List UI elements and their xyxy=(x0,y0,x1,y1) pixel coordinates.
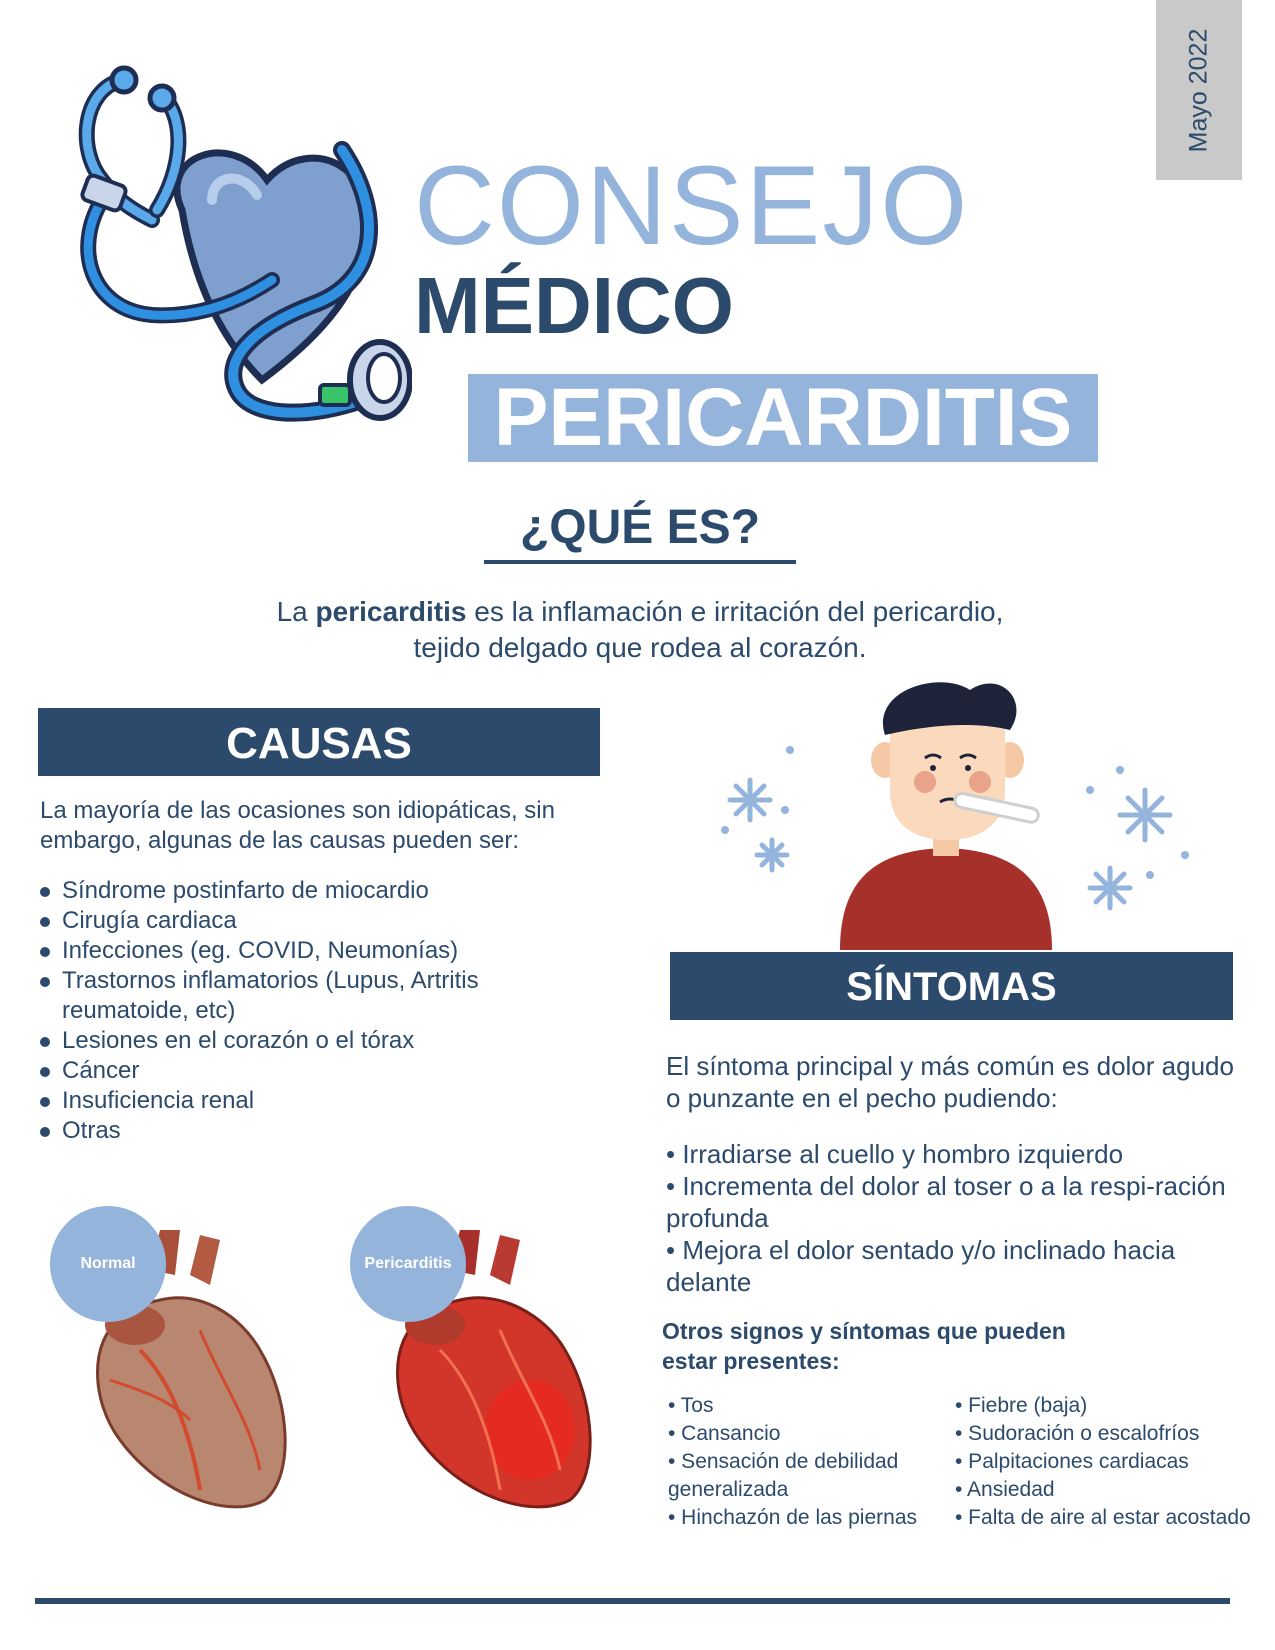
sintomas-intro: El síntoma principal y más común es dolor agudo o punzante en el pecho pudiendo: xyxy=(666,1051,1234,1113)
otros-item: • Tos xyxy=(668,1394,714,1417)
sintomas-list xyxy=(666,1138,1236,1298)
footer-rule xyxy=(35,1598,1230,1604)
otros-item: • Ansiedad xyxy=(955,1478,1055,1501)
causas-item: Cirugía cardiaca xyxy=(38,906,598,936)
whatis-underline xyxy=(484,560,796,564)
causas-item: Infecciones (eg. COVID, Neumonías) xyxy=(38,936,598,966)
title-topic: PERICARDITIS xyxy=(493,372,1073,463)
otros-item: • Hinchazón de las piernas xyxy=(668,1506,917,1529)
causas-list xyxy=(38,876,598,1146)
otros-list-left xyxy=(668,1392,958,1532)
otros-item: • Sensación de debilidad generalizada xyxy=(668,1450,899,1501)
causas-item: Lesiones en el corazón o el tórax xyxy=(38,1026,598,1056)
otros-item: • Fiebre (baja) xyxy=(955,1394,1088,1417)
title-consejo: CONSEJO xyxy=(414,143,970,268)
whatis-text xyxy=(250,594,1030,666)
whatis-text-pre: La xyxy=(276,596,316,627)
causas-item: Trastornos inflamatorios (Lupus, Artritis reumatoide, etc) xyxy=(38,966,598,1026)
causas-intro: La mayoría de las ocasiones son idiopáticas, sin embargo, algunas de las causas pueden ser: xyxy=(40,797,555,854)
causas-heading: CAUSAS xyxy=(38,708,600,776)
otros-item: • Sudoración o escalofríos xyxy=(955,1422,1200,1445)
otros-list-right xyxy=(955,1392,1255,1532)
causas-item: Otras xyxy=(38,1116,598,1146)
whatis-text-post: es la inflamación e irritación del pericardio, tejido delgado que rodea al corazón. xyxy=(413,596,1004,663)
whatis-heading: ¿QUÉ ES? xyxy=(519,501,761,554)
otros-item: • Falta de aire al estar acostado xyxy=(955,1506,1251,1529)
stethoscope-heart-icon xyxy=(62,60,412,430)
causas-item: Síndrome postinfarto de miocardio xyxy=(38,876,598,906)
heart-normal-label: Normal xyxy=(50,1206,166,1322)
sintomas-item: • Incrementa del dolor al toser o a la respi-ración profunda xyxy=(666,1171,1226,1233)
otros-heading: Otros signos y síntomas que pueden estar presentes: xyxy=(662,1318,1066,1374)
whatis-text-bold: pericarditis xyxy=(315,596,467,627)
otros-item: • Palpitaciones cardiacas xyxy=(955,1450,1189,1473)
date-label: Mayo 2022 xyxy=(1184,28,1213,152)
sintomas-item: • Mejora el dolor sentado y/o inclinado hacia delante xyxy=(666,1235,1176,1297)
causas-item: Cáncer xyxy=(38,1056,598,1086)
title-medico: MÉDICO xyxy=(414,261,734,350)
sintomas-heading: SÍNTOMAS xyxy=(670,952,1233,1020)
sick-person-illustration xyxy=(700,680,1200,950)
otros-item: • Cansancio xyxy=(668,1422,781,1445)
sintomas-item: • Irradiarse al cuello y hombro izquierdo xyxy=(666,1139,1124,1169)
heart-pericarditis-label: Pericarditis xyxy=(350,1206,466,1322)
date-label-wrap xyxy=(1156,0,1242,180)
causas-item: Insuficiencia renal xyxy=(38,1086,598,1116)
